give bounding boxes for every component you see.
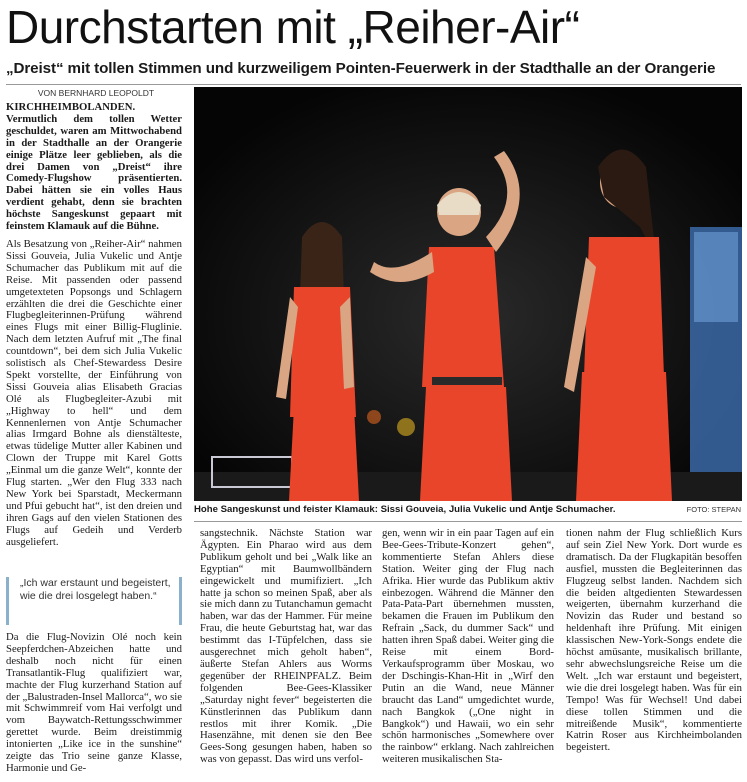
stage-photo	[194, 87, 742, 501]
headline: Durchstarten mit „Reiher-Air“	[6, 1, 580, 53]
article-paragraph: Da die Flug-Novizin Olé noch kein Seepferdchen-Abzeichen hatte und deshalb noch nicht für einen Transatlantik-Flug qualifiziert war, machte der Flug kurzerhand Station auf der „Balustraden-Insel Mallorca“, wo sie mit Schwimmreif vom Hai verfolgt und vom Baywatch-Rettungsschwimmer gerettet wurde. Beim dreistimmig intonierten „Like ice in the sunshine“ zeigte das Trio seine ganze Klasse, Harmonie und Ge-	[6, 632, 182, 774]
quote-bar-right	[179, 577, 182, 625]
pull-quote-text: „Ich war erstaunt und begeistert, wie die drei losgelegt haben.“	[20, 577, 171, 602]
photo-credit: FOTO: STEPAN	[686, 505, 741, 514]
lead-paragraph: KIRCHHEIMBOLANDEN. Vermutlich dem tollen Wetter geschuldet, waren am Mittwochabend in der Stadthalle an der Orangerie einige Plätze leer geblieben, als die drei Damen von „Dreist“ ihre Comedy-Flugshow präsentierten. Dabei hätten sie ein volles Haus verdient gehabt, denn sie brachten höchste Sangeskunst gepaart mit feinstem Klamauk auf die Bühne.	[6, 102, 182, 233]
article-paragraph: Als Besatzung von „Reiher-Air“ nahmen Sissi Gouveia, Julia Vukelic und Antje Schumacher das Publikum mit auf die Reise. Mit passenden oder passend umgetexteten Popsongs und Schlagern erzählten die drei die Geschichte einer Flugbegleiterinnen-Prüfung während eines Flugs mit einer Billig-Fluglinie. Nach dem letzten Aufruf mit „The final countdown“, bei dem sich Julia Vukelic solistisch als Chef-Stewardess Desire Spekt vorstellte, der Einführung von Sissi Gouveia alias Elisabeth Gracias Olé als Flugbegleiter-Azubi mit „Highway to hell“ und dem Kennenlernen von Antje Schumacher alias Irmgard Bohne als dienstälteste, etwas tüdelige Mutter aller Kabinen und Clown der Truppe mit Karel Gotts „Einmal um die ganze Welt“, konnte der Flug starten. „Wer den Flug 333 nach New York bei Sparstadt, Meckermann und Pfui gebucht hat“, ist den dreien und ihren Gags auf den vielen Stationen des Flugs auf Gedeih und Verderb ausgeliefert.	[6, 237, 182, 548]
divider	[6, 84, 741, 85]
performers-illustration	[194, 87, 742, 501]
photo-caption: Hohe Sangeskunst und feister Klamauk: Sissi Gouveia, Julia Vukelic und Antje Schumacher.	[194, 504, 616, 515]
pull-quote	[6, 577, 182, 621]
article-paragraph: sangstechnik. Nächste Station war Ägypten. Ein Pharao wird aus dem Publikum geholt und bei „Walk like an Egyptian“ mit Baumwollbändern eingewickelt und mumifiziert. „Ich hatte ja schon so meinen Spaß, aber als sie mich dann zu Tutanchamun gemacht haben, war das der Hammer. Für meine Frau, die heute Geburtstag hat, war das bestimmt das I-Tüpfelchen, dass sie ausgerechnet mich geholt haben“, äußerte Stefan Ahlers aus Worms gegenüber der RHEINPFALZ. Beim folgenden Bee-Gees-Klassiker „Saturday night fever“ begeisterten die Künstlerinnen das Publikum dann restlos mit ihrer Komik. „Die Hasenzähne, mit denen sie den Bee Gees-Song gesungen haben, haben so was von gepasst. Das wird uns verfol-	[200, 528, 372, 766]
subline: „Dreist“ mit tollen Stimmen und kurzweiligem Pointen-Feuerwerk in der Stadthalle an der Orangerie	[6, 60, 716, 77]
article-column-4	[566, 528, 742, 780]
article-column-3	[382, 528, 554, 780]
article-column-2	[200, 528, 372, 780]
article-paragraph: tionen nahm der Flug schließlich Kurs auf sein Ziel New York. Dort wurde es dramatisch. Da der Flugkapitän besoffen ausfiel, mussten die Begleiterinnen das Flugzeug selbst landen. Nachdem sich die beiden altgedienten Stewardessen weigerten, übernahm kurzerhand die Novizin das Ruder und bestand so heldenhaft ihre Prüfung. Mit einigen klassischen New-York-Songs endete die höchst amüsante, musikalisch brillante, sehr abwechslungsreiche Reise um die Welt. „Ich war erstaunt und begeistert, wie die drei losgelegt haben. Was für ein Tempo! Was für Wechsel! Und dabei diese tollen Stimmen und die mitreißende Musik“, kommentierte Katrin Roser aus Kirchheimbolanden begeistert.	[566, 528, 742, 754]
caption-divider	[194, 521, 742, 522]
quote-bar-left	[6, 577, 9, 625]
article-column-1-continued	[6, 632, 182, 780]
article-paragraph: gen, wenn wir in ein paar Tagen auf ein Bee-Gees-Tribute-Konzert gehen“, kommentierte Stefan Ahlers diese Station. Weiter ging der Flug nach Afrika. Hier wurde das Publikum aktiv einbezogen. Während die Männer den Pata-Pata-Part übernehmen mussten, bekamen die Frauen im Publikum den Refrain „Sack, du dummer Sack“ und hatten ihren Spaß dabei. Weiter ging die Reise mit einem Bord-Verkaufsprogramm über Moskau, wo der Dschingis-Khan-Hit in „Wirf den Putin an die Wand, neue Männer braucht das Land“ umgedichtet wurde, nach Bangkok („One night in Bangkok“) und Hawaii, wo ein sehr schön harmonisches „Somewhere over the rainbow“ erklang. Nach zahlreichen weiteren musikalischen Sta-	[382, 528, 554, 766]
article-column-1	[6, 102, 182, 572]
byline: VON BERNHARD LEOPOLDT	[37, 88, 155, 98]
